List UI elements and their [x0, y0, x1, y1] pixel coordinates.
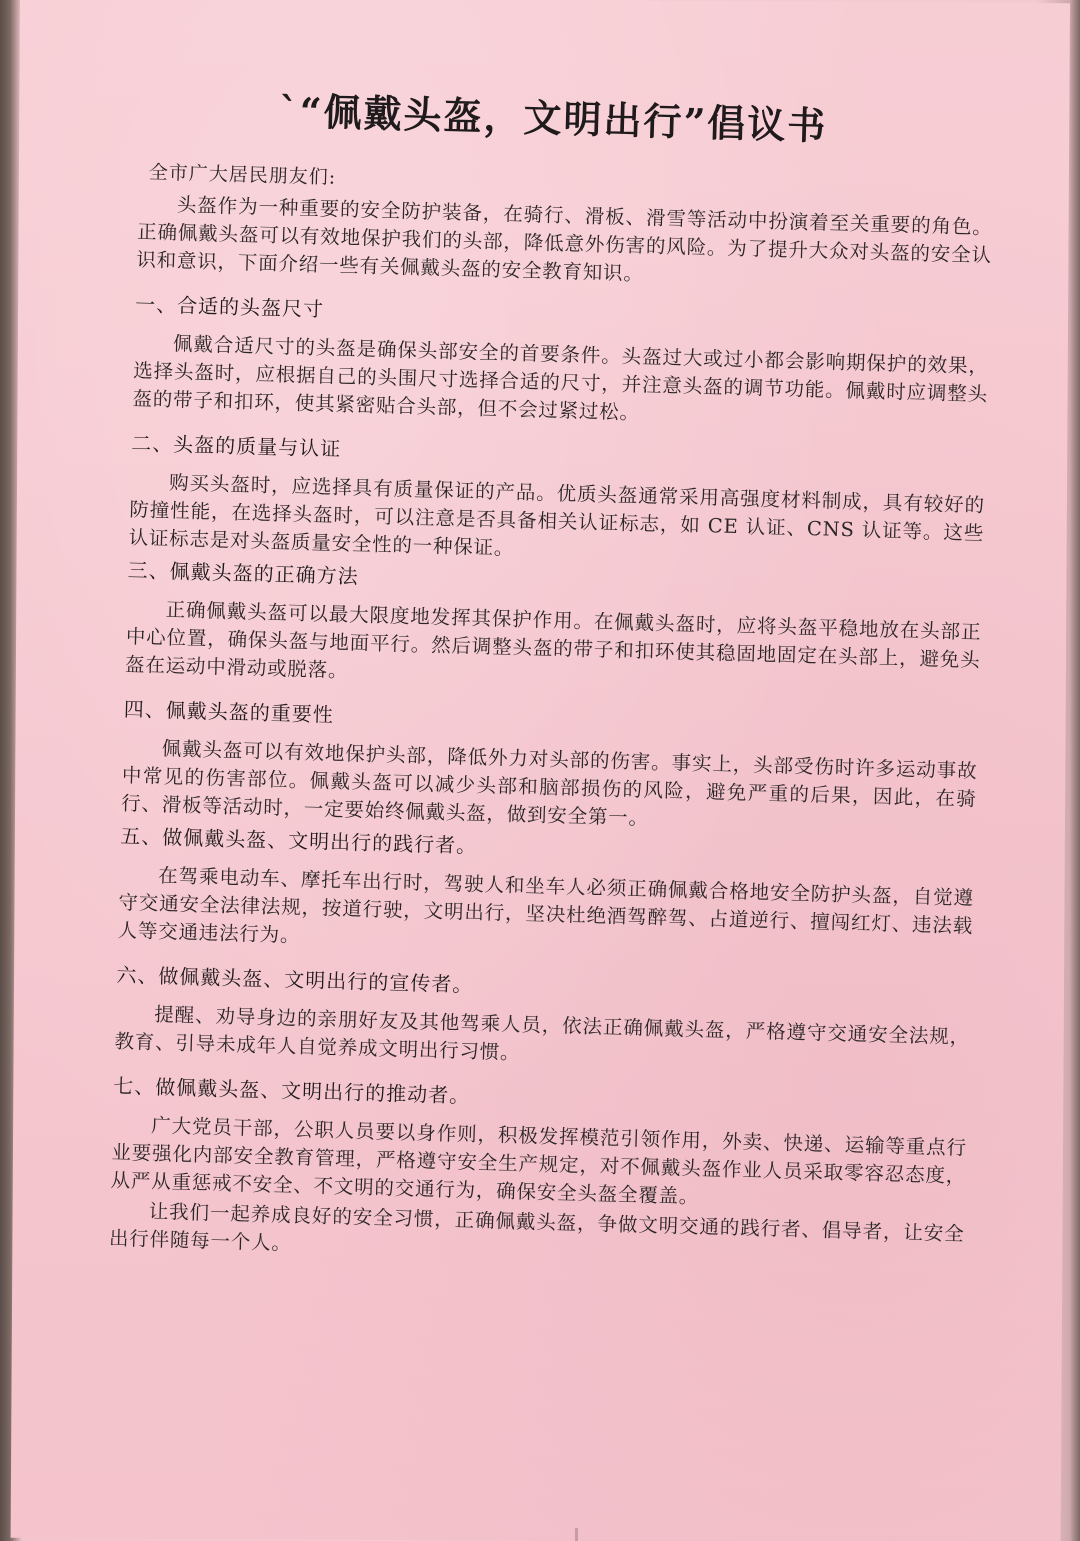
section-body-2: 购买头盔时，应选择具有质量保证的产品。优质头盔通常采用高强度材料制成，具有较好的防撞性能，在选择头盔时，可以注意是否具备相关认证标志，如 CE 认证、CNS 认证等。这些认证标志是对头盔质量安全性的一种保证。 — [128, 471, 986, 560]
section-heading-6: 六、做佩戴头盔、文明出行的宣传者。 — [116, 962, 474, 997]
section-heading-2: 二、头盔的质量与认证 — [130, 431, 342, 461]
section-heading-4: 四、佩戴头盔的重要性 — [123, 696, 335, 727]
paper-fold-mark — [575, 1528, 578, 1541]
section-body-7: 广大党员干部，公职人员要以身作则，积极发挥模范引领作用，外卖、快递、运输等重点行业要强化内部安全教育管理，严格遵守安全生产规定，对不佩戴头盔作业人员采取零容忍态度，从严从重惩戒不安全、不文明的交通行为，确保安全头盔全覆盖。 — [110, 1113, 968, 1209]
section-body-1: 佩戴合适尺寸的头盔是确保头部安全的首要条件。头盔过大或过小都会影响期保护的效果，选择头盔时，应根据自己的头围尺寸选择合适的尺寸，并注意头盔的调节功能。佩戴时应调整头盔的带子和扣环，使其紧密贴合头部，但不会过紧过松。 — [132, 332, 990, 425]
section-body-3: 正确佩戴头盔可以最大限度地发挥其保护作用。在佩戴头盔时，应将头盔平稳地放在头部正中心位置，确保头盔与地面平行。然后调整头盔的带子和扣环使其稳固地固定在头部上，避免头盔在运动中滑动或脱落。 — [124, 598, 982, 683]
section-heading-3: 三、佩戴头盔的正确方法 — [127, 558, 359, 589]
section-heading-5: 五、做佩戴头盔、文明出行的践行者。 — [119, 823, 478, 858]
section-heading-7: 七、做佩戴头盔、文明出行的推动者。 — [112, 1073, 471, 1108]
edge-shadow — [1070, 0, 1080, 1541]
document-title: `“佩戴头盔，文明出行”倡议书 — [278, 88, 828, 149]
section-body-6: 提醒、劝导身边的亲朋好友及其他驾乘人员，依法正确佩戴头盔，严格遵守交通安全法规，教育、引导未成年人自觉养成文明出行习惯。 — [114, 1002, 971, 1065]
section-body-4: 佩戴头盔可以有效地保护头部，降低外力对头部的伤害。事实上，头部受伤时许多运动事故中常见的伤害部位。佩戴头盔可以减少头部和脑部损伤的风险，避免严重的后果，因此，在骑行、滑板等活动时，一定要始终佩戴头盔，做到安全第一。 — [120, 737, 978, 830]
document-body — [78, 75, 996, 1290]
section-heading-1: 一、合适的头盔尺寸 — [134, 292, 325, 322]
pink-paper-sheet — [11, 0, 1070, 1541]
greeting-line: 全市广大居民朋友们: — [148, 161, 337, 189]
intro-paragraph: 头盔作为一种重要的安全防护装备，在骑行、滑板、滑雪等活动中扮演着至关重要的角色。正确佩戴头盔可以有效地保护我们的头部，降低意外伤害的风险。为了提升大众对头盔的安全认识和意识，下面介绍一些有关佩戴头盔的安全教育知识。 — [136, 193, 993, 286]
section-body-5: 在驾乘电动车、摩托车出行时，驾驶人和坐车人必须正确佩戴合格地安全防护头盔，自觉遵守交通安全法律法规，按道行驶，文明出行，坚决杜绝酒驾醉驾、占道逆行、擅闯红灯、违法载人等交通违法行为。 — [117, 863, 975, 947]
closing-paragraph: 让我们一起养成良好的安全习惯，正确佩戴头盔，争做文明交通的践行者、倡导者，让安全出行伴随每一个人。 — [108, 1199, 965, 1255]
